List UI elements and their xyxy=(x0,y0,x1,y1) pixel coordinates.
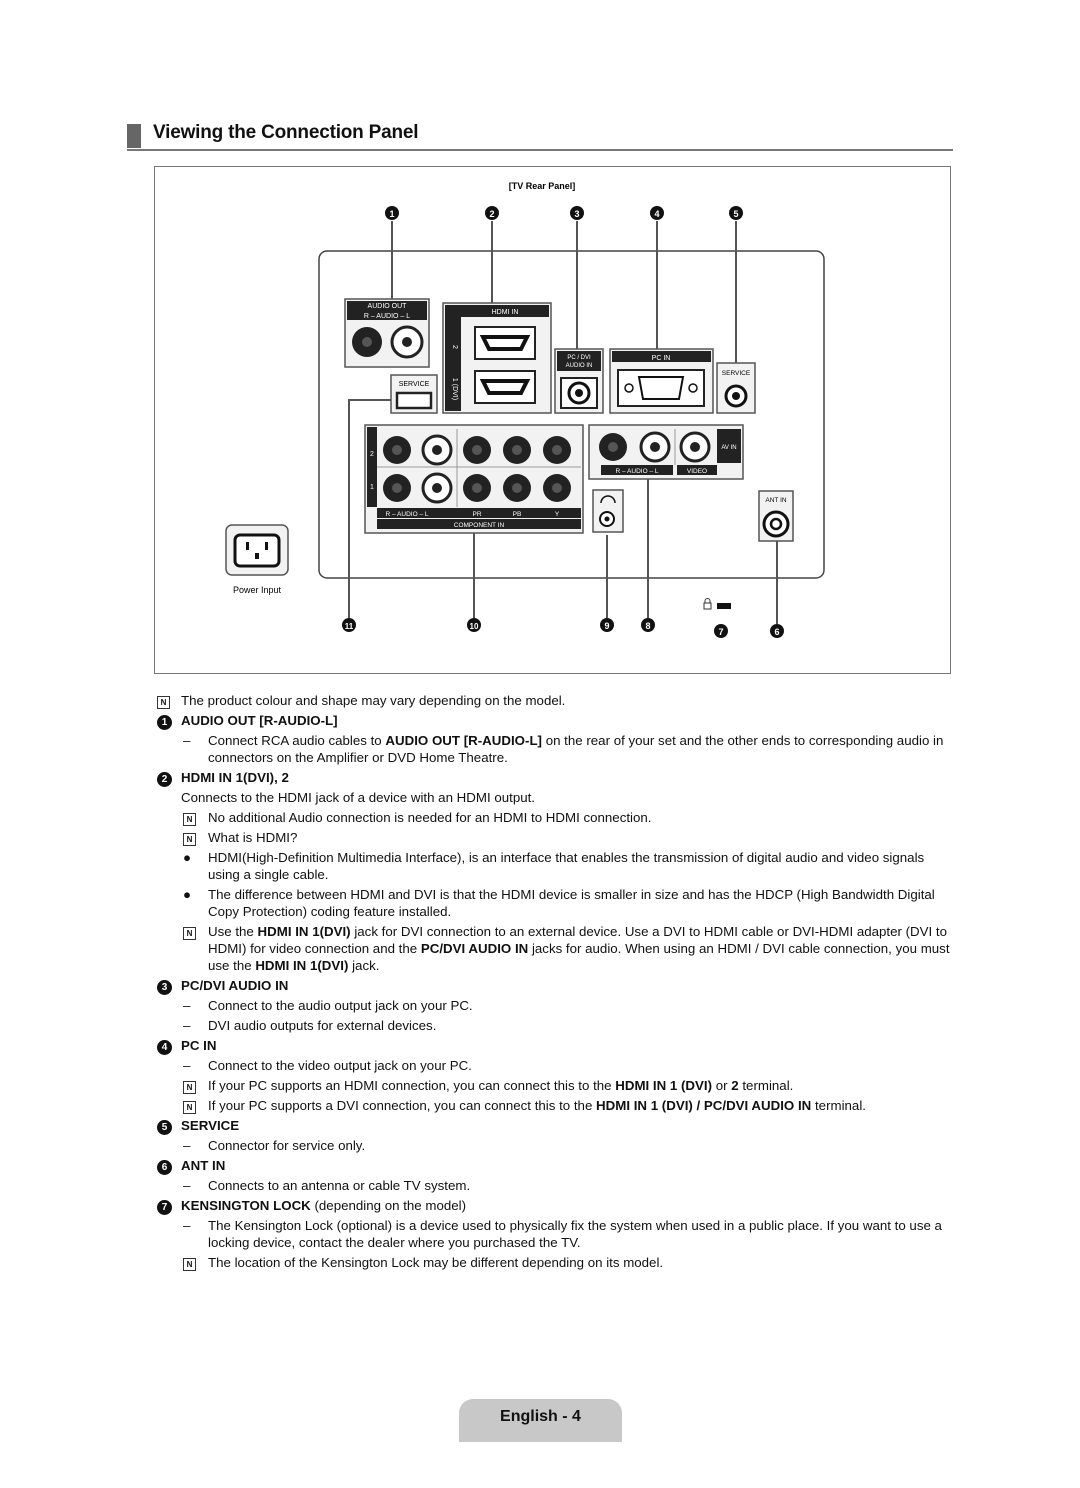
hdmi-in-label: HDMI IN xyxy=(491,309,519,316)
audio-rl-label: R – AUDIO – L xyxy=(363,313,411,320)
svg-text:7: 7 xyxy=(718,627,724,637)
power-input-label: Power Input xyxy=(232,585,282,595)
callout-7 xyxy=(714,624,728,638)
note-icon: N xyxy=(183,833,196,846)
svg-text:1: 1 xyxy=(389,209,395,219)
title-rule xyxy=(127,149,953,151)
page-footer-tab xyxy=(459,1399,622,1442)
svg-text:2: 2 xyxy=(489,209,495,219)
section-6-item-1: – Connects to an antenna or cable TV system. xyxy=(183,1178,471,1193)
svg-text:11: 11 xyxy=(344,622,354,631)
av-video-label: VIDEO xyxy=(686,468,708,475)
note-icon: N xyxy=(183,1258,196,1271)
section-2-bullet-2: ● The difference between HDMI and DVI is that the HDMI device is smaller in size and has the HDCP (High Bandwidth Digital Copy Protection) coding feature installed. xyxy=(183,887,935,919)
section-6-heading: 6 ANT IN xyxy=(157,1157,957,1174)
kensington-lock-icon xyxy=(704,599,731,610)
section-2-bullet-1: ● HDMI(High-Definition Multimedia Interface), is an interface that enables the transmission of digital audio and video signals using a single cable. xyxy=(183,850,925,882)
section-number: 1 xyxy=(157,715,172,730)
figure-caption: [TV Rear Panel] xyxy=(508,181,576,191)
note-icon: N xyxy=(183,1081,196,1094)
svg-text:9: 9 xyxy=(604,621,610,631)
section-5-heading: 5 SERVICE xyxy=(157,1117,957,1134)
section-2-note-2: N What is HDMI? xyxy=(157,829,957,846)
section-2-heading: 2 HDMI IN 1(DVI), 2 xyxy=(157,769,957,786)
page-title: Viewing the Connection Panel xyxy=(153,122,419,143)
section-number: 5 xyxy=(157,1120,172,1135)
section-7-note-1: N The location of the Kensington Lock may be different depending on its model. xyxy=(157,1254,957,1271)
service-usb-port xyxy=(397,393,431,408)
callout-4 xyxy=(650,206,664,220)
callout-10 xyxy=(467,618,481,632)
section-number: 2 xyxy=(157,772,172,787)
callout-6 xyxy=(770,624,784,638)
section-2-note-1: N No additional Audio connection is needed for an HDMI to HDMI connection. xyxy=(157,809,957,826)
section-7-item-1: – The Kensington Lock (optional) is a device used to physically fix the system when used in a public place. If you want to use a locking device, contact the dealer where you purchased the TV. xyxy=(183,1218,942,1250)
pc-in-label: PC IN xyxy=(651,355,671,362)
pb-label: PB xyxy=(512,511,522,518)
component-in-label: COMPONENT IN xyxy=(453,522,505,529)
audio-in-label: AUDIO IN xyxy=(565,363,593,369)
section-1-heading: 1 AUDIO OUT [R-AUDIO-L] xyxy=(157,712,957,729)
av-in-label: AV IN xyxy=(721,445,737,451)
component-audio-label: R – AUDIO – L xyxy=(385,511,429,518)
hdmi-1-label: 1 (DVI) xyxy=(451,377,458,401)
leader-lines xyxy=(349,221,777,624)
callout-5 xyxy=(729,206,743,220)
svg-text:10: 10 xyxy=(469,622,479,631)
callout-9 xyxy=(600,618,614,632)
document-body xyxy=(157,692,957,1274)
section-4-heading: 4 PC IN xyxy=(157,1037,957,1054)
section-4-note-2: N If your PC supports a DVI connection, you can connect this to the HDMI IN 1 (DVI) / PC/DVI AUDIO IN terminal. xyxy=(157,1097,957,1114)
section-3-item-1: – Connect to the audio output jack on your PC. xyxy=(183,998,473,1013)
callout-2 xyxy=(485,206,499,220)
svg-text:4: 4 xyxy=(654,209,660,219)
svg-text:3: 3 xyxy=(574,209,580,219)
section-number: 7 xyxy=(157,1200,172,1215)
section-4-note-1: N If your PC supports an HDMI connection, you can connect this to the HDMI IN 1 (DVI) or 2 terminal. xyxy=(157,1077,957,1094)
rear-panel-diagram xyxy=(155,167,952,675)
callout-1 xyxy=(385,206,399,220)
svg-text:6: 6 xyxy=(774,627,780,637)
section-number: 6 xyxy=(157,1160,172,1175)
page-number: English - 4 xyxy=(500,1408,581,1425)
note-icon: N xyxy=(157,696,170,709)
callout-3 xyxy=(570,206,584,220)
note-icon: N xyxy=(183,813,196,826)
svg-text:5: 5 xyxy=(733,209,739,219)
section-2-paragraph: Connects to the HDMI jack of a device with an HDMI output. xyxy=(181,790,536,805)
ant-in-label: ANT IN xyxy=(765,497,787,504)
section-7-heading: 7 KENSINGTON LOCK (depending on the model) xyxy=(157,1197,957,1214)
note-icon: N xyxy=(183,1101,196,1114)
av-audio-label: R – AUDIO – L xyxy=(615,468,659,475)
section-5-item-1: – Connector for service only. xyxy=(183,1138,366,1153)
pr-label: PR xyxy=(472,511,482,518)
intro-note: N The product colour and shape may vary depending on the model. xyxy=(157,692,957,709)
section-4-item-1: – Connect to the video output jack on your PC. xyxy=(183,1058,472,1073)
audio-out-label: AUDIO OUT xyxy=(367,303,407,310)
callout-11 xyxy=(342,618,356,632)
svg-text:8: 8 xyxy=(645,621,651,631)
note-icon: N xyxy=(183,927,196,940)
pc-dvi-label: PC / DVI xyxy=(567,355,591,361)
hdmi-2-label: 2 xyxy=(451,345,458,349)
service-right-label: SERVICE xyxy=(721,370,751,377)
component-1-label: 1 xyxy=(370,484,374,491)
section-3-heading: 3 PC/DVI AUDIO IN xyxy=(157,977,957,994)
title-bar-accent xyxy=(127,124,141,148)
section-1-item: – Connect RCA audio cables to AUDIO OUT [R-AUDIO-L] on the rear of your set and the other ends to corresponding audio in connectors on the Amplifier or DVD Home Theatre. xyxy=(183,733,944,765)
connection-panel-figure xyxy=(154,166,951,674)
section-3-item-2: – DVI audio outputs for external devices. xyxy=(183,1018,437,1033)
component-2-label: 2 xyxy=(370,451,374,458)
section-number: 3 xyxy=(157,980,172,995)
section-number: 4 xyxy=(157,1040,172,1055)
callout-8 xyxy=(641,618,655,632)
y-label: Y xyxy=(554,511,560,518)
section-2-note-3: N Use the HDMI IN 1(DVI) jack for DVI connection to an external device. Use a DVI to HDMI cable or DVI-HDMI adapter (DVI to HDMI) for video connection and the PC/DVI AUDIO IN jacks for audio. When using an HDMI / DVI cable connection, you must use the HDMI IN 1(DVI) jack. xyxy=(157,923,957,974)
service-usb-label: SERVICE xyxy=(398,381,430,388)
